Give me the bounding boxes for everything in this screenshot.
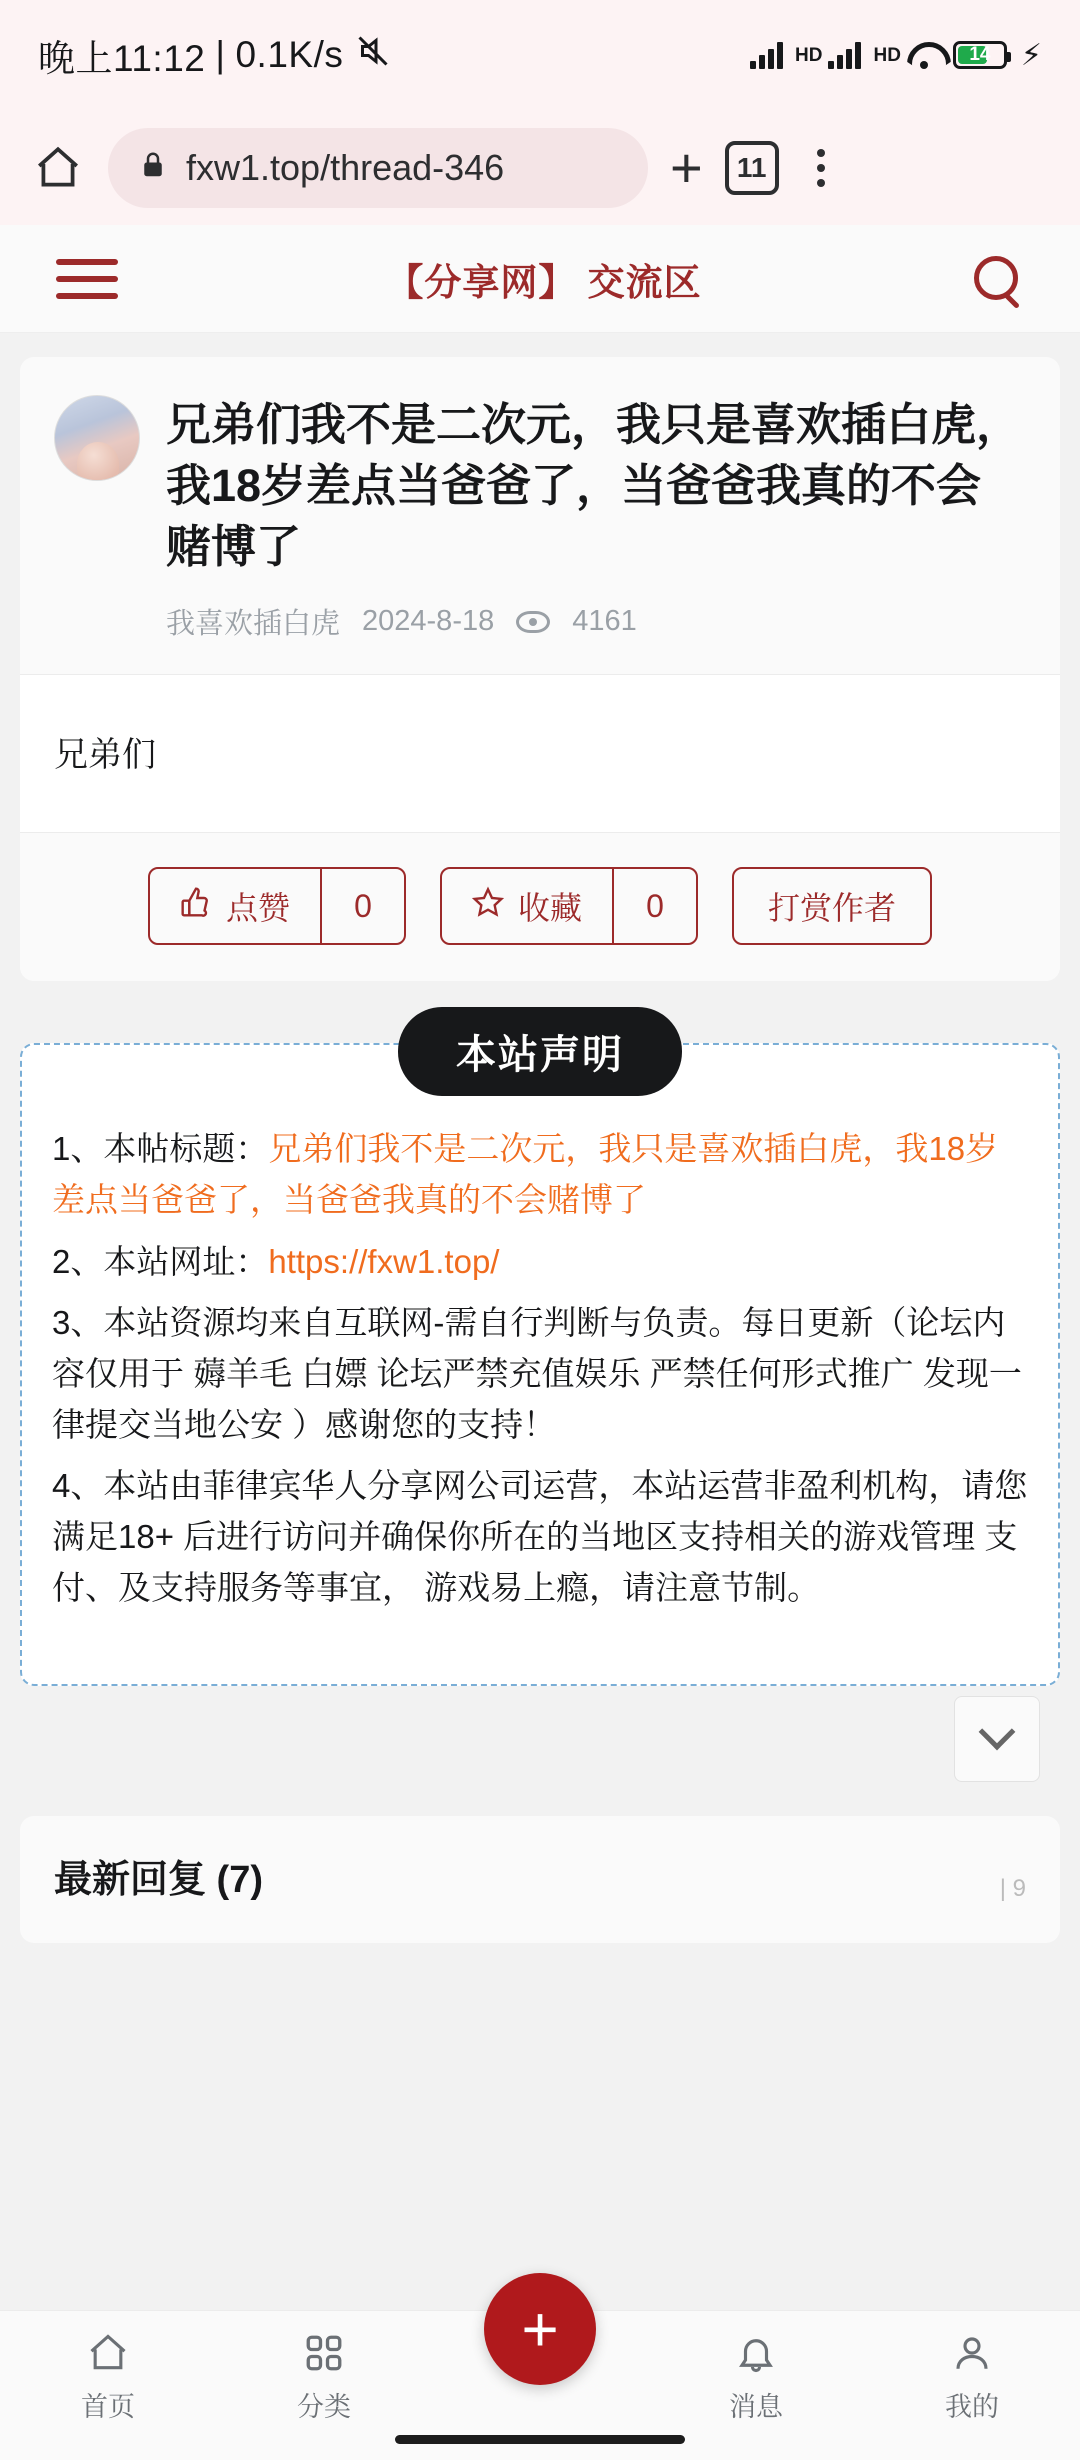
tab-count-button[interactable]: 11 (725, 141, 779, 195)
replies-title: 最新回复 (7) (54, 1858, 264, 1901)
mute-icon (355, 33, 391, 78)
post-body: 兄弟们 (20, 675, 1060, 832)
home-icon[interactable] (30, 140, 86, 196)
declaration-badge: 本站声明 (398, 1007, 682, 1096)
url-text: fxw1.top/thread-346 (186, 146, 505, 188)
create-post-fab[interactable]: + (484, 2273, 596, 2385)
eye-icon (516, 611, 550, 633)
grid-icon (303, 2329, 345, 2377)
status-network-speed: 0.1K/s (235, 34, 344, 75)
post-author[interactable]: 我喜欢插白虎 (166, 608, 341, 641)
battery-icon (953, 41, 1007, 69)
replies-side-note: | 9 (999, 1874, 1026, 1902)
battery-percent: 14 (969, 44, 991, 65)
bolt-icon: ⚡ (1020, 38, 1042, 72)
nav-item-home[interactable] (0, 2329, 216, 2424)
post-meta (20, 601, 1060, 674)
nav-item-home-label: 首页 (81, 2392, 135, 2422)
declaration-line-1-value: 兄弟们我不是二次元，我只是喜欢插白虎，我18岁差点当爸爸了，当爸爸我真的不会赌博了 (52, 1130, 999, 1219)
nav-item-messages-label: 消息 (729, 2392, 783, 2422)
status-bar-right (750, 38, 1042, 73)
post-actions (20, 833, 1060, 981)
page-content (0, 225, 1080, 2460)
nav-item-category-label: 分类 (297, 2392, 351, 2422)
favorite-button[interactable] (442, 869, 612, 943)
declaration-line-2-prefix: 2、本站网址： (52, 1242, 269, 1280)
site-url-link[interactable]: https://fxw1.top/ (268, 1242, 500, 1280)
signal-bars-icon-1 (750, 41, 783, 69)
hamburger-icon[interactable] (56, 248, 118, 310)
post-title: 兄弟们我不是二次元，我只是喜欢插白虎，我18岁差点当爸爸了，当爸爸我真的不会赌博了 (166, 399, 1022, 572)
declaration-line-1 (52, 1123, 1028, 1225)
like-button[interactable] (150, 869, 320, 943)
post-date: 2024-8-18 (362, 605, 495, 638)
declaration-box (20, 1043, 1060, 1685)
bell-icon (735, 2329, 777, 2377)
person-icon (951, 2329, 993, 2377)
chevron-down-icon (979, 1713, 1016, 1750)
home-indicator (395, 2435, 685, 2444)
declaration-line-3: 3、本站资源均来自互联网-需自行判断与负责。每日更新（论坛内容仅用于 薅羊毛 白嫖 论坛严禁充值娱乐 严禁任何形式推广 发现一律提交当地公安 ）感谢您的支持！ (52, 1303, 1022, 1443)
hd-badge-1: HD (795, 44, 823, 66)
thumbs-up-icon (180, 886, 212, 926)
post-header (20, 357, 1060, 601)
reward-author-button[interactable]: 打赏作者 (732, 867, 932, 945)
favorite-count: 0 (612, 869, 696, 943)
nav-item-category[interactable] (216, 2329, 432, 2424)
declaration-section (20, 1007, 1060, 1685)
scroll-down-button[interactable] (954, 1696, 1040, 1782)
declaration-line-2 (52, 1236, 1028, 1287)
lock-icon (138, 150, 168, 185)
like-button-group[interactable] (148, 867, 406, 945)
avatar[interactable] (54, 395, 140, 481)
wifi-icon (907, 42, 941, 68)
favorite-label: 收藏 (517, 890, 582, 927)
status-bar-left (38, 28, 391, 82)
declaration-line-1-prefix: 1、本帖标题： (52, 1130, 269, 1168)
replies-card (20, 1816, 1060, 1943)
status-bar (0, 0, 1080, 110)
nav-item-profile[interactable] (864, 2329, 1080, 2424)
new-tab-button[interactable]: + (670, 135, 703, 199)
site-header (0, 225, 1080, 333)
declaration-line-4: 4、本站由菲律宾华人分享网公司运营，本站运营非盈利机构，请您满足18+ 后进行访问并确保你所在的当地区支持相关的游戏管理 支付、及支持服务等事宜， 游戏易上瘾，请注意节制。 (52, 1467, 1028, 1607)
star-icon (472, 886, 504, 926)
url-bar[interactable] (108, 128, 648, 208)
site-title: 【分享网】 交流区 (386, 261, 702, 303)
nav-item-profile-label: 我的 (945, 2392, 999, 2422)
home-icon (86, 2329, 130, 2377)
like-label: 点赞 (225, 890, 290, 927)
post-views: 4161 (572, 605, 637, 638)
signal-bars-icon-2 (828, 41, 861, 69)
nav-item-messages[interactable] (648, 2329, 864, 2424)
hd-badge-2: HD (873, 44, 901, 66)
more-vertical-icon[interactable] (801, 149, 841, 187)
search-icon[interactable] (970, 252, 1024, 306)
browser-toolbar (0, 110, 1080, 225)
favorite-button-group[interactable] (440, 867, 698, 945)
status-time: 晚上11:12 (38, 38, 206, 79)
post-card (20, 357, 1060, 981)
status-separator: | (215, 34, 226, 75)
like-count: 0 (320, 869, 404, 943)
